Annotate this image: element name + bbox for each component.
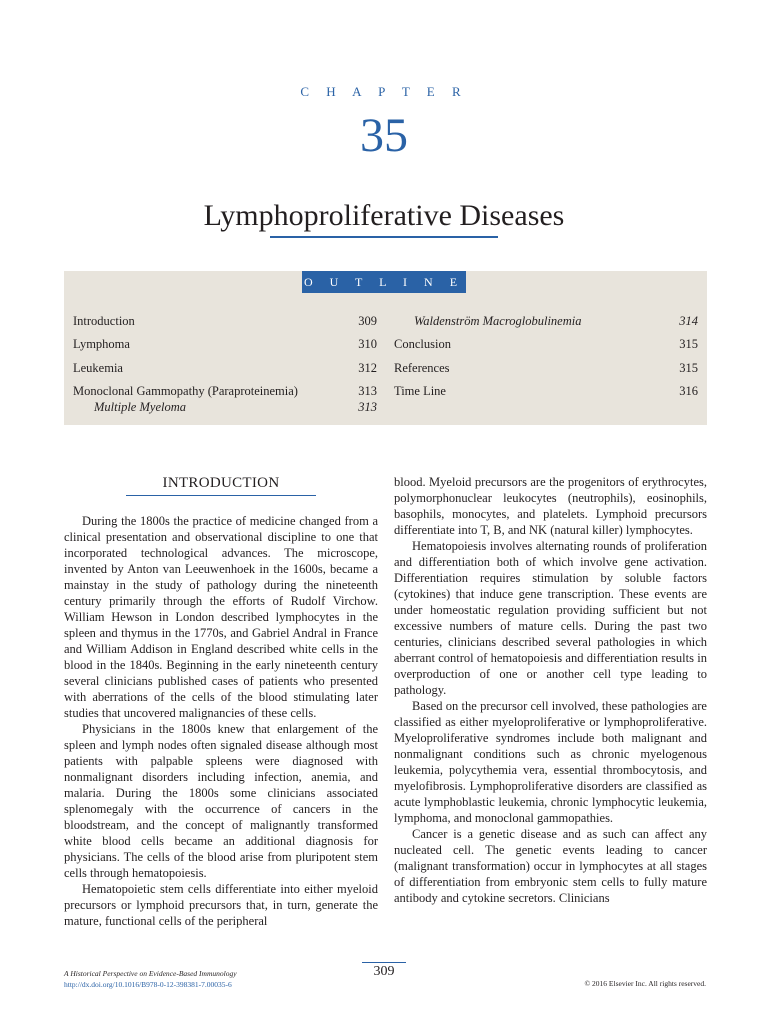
paragraph: blood. Myeloid precursors are the progenitors of erythrocytes, polymorphonuclear leukocytes (neutrophils), eosinophils, basophils, monocytes, and platelets. Lymphoid precursors differentiate into T, B, and NK (natural killer) lymphocytes.	[394, 475, 707, 537]
outline-item-label: Time Line	[394, 384, 446, 398]
footer-copyright: © 2016 Elsevier Inc. All rights reserved.	[584, 979, 706, 988]
chapter-title: Lymphoproliferative Diseases	[203, 199, 565, 232]
outline-item-label: References	[394, 361, 450, 375]
outline-item-page: 315	[679, 337, 698, 351]
page-number: 309	[373, 964, 395, 979]
outline-item-page: 313	[358, 384, 377, 398]
outline-item-page: 309	[358, 314, 377, 328]
section-heading: INTRODUCTION	[162, 475, 280, 491]
outline-item-label: Waldenström Macroglobulinemia	[414, 314, 582, 328]
outline-label: O U T L I N E	[302, 271, 466, 293]
paragraph: Physicians in the 1800s knew that enlargement of the spleen and lymph nodes often signaled disease although most patients with palpable spleens were diagnosed with nonmalignant disorders including infection, anemia, and malaria. During the 1800s some clinicians associated splenomegaly with the occurrence of cancers in the bloodstream, and the concept of malignantly transformed white blood cells became an additional diagnosis for physicians. The cells of the blood arise from pluripotent stem cells through hematopoiesis.	[64, 722, 378, 880]
outline-item-page: 314	[679, 314, 698, 328]
outline-item-label: Introduction	[73, 314, 135, 328]
outline-item-page: 312	[358, 361, 377, 375]
outline-item-label: Lymphoma	[73, 337, 130, 351]
outline-item-page: 316	[679, 384, 698, 398]
body-column-left	[64, 513, 378, 929]
paragraph: Hematopoietic stem cells differentiate into either myeloid precursors or lymphoid precursors that, in turn, generate the mature, functional cells of the peripheral	[64, 882, 378, 928]
footer-doi-link[interactable]: http://dx.doi.org/10.1016/B978-0-12-398381-7.00035-6	[64, 980, 232, 989]
chapter-number: 35	[360, 109, 408, 162]
outline-item-label: Multiple Myeloma	[94, 400, 186, 414]
paragraph: Based on the precursor cell involved, these pathologies are classified as either myeloproliferative or lymphoproliferative. Myeloproliferative syndromes include both malignant and nonmalignant conditions such as chronic myelogenous leukemia, polycythemia vera, essential thrombocytosis, and myelofibrosis. Lymphoproliferative disorders are classified as acute lymphoblastic leukemia, chronic lymphocytic leukemia, lymphoma, and monoclonal gammopathies.	[394, 699, 707, 825]
body-column-right	[394, 474, 707, 906]
section-heading-rule	[126, 495, 316, 496]
paragraph: During the 1800s the practice of medicine changed from a clinical presentation and observational discipline to one that incorporated technological advances. The microscope, invented by Anton van Leeuwenhoek in the 1600s, became a mainstay in the study of pathology during the nineteenth century primarily through the efforts of Rudolf Virchow. William Hewson in London described lymphocytes in the spleen and thymus in the 1770s, and Gabriel Andral in France and William Addison in England described white cells in the blood in the 1840s. Beginning in the early nineteenth century several clinicians published cases of patients who presented with aberrations of the cells of the blood stimulating later studies that uncovered malignancies of these cells.	[64, 514, 378, 720]
outline-item-page: 315	[679, 361, 698, 375]
paragraph: Hematopoiesis involves alternating rounds of proliferation and differentiation both of which involve gene activation. Differentiation requires stimulation by soluble factors (cytokines) that induce gene transcription. These events are under homeostatic regulation providing sufficient but not excessive numbers of mature cells. During the past two centuries, clinicians described several pathologies in which aberrant control of hematopoiesis and differentiation results in overproduction of one or another cell type leading to pathology.	[394, 539, 707, 697]
outline-item-page: 313	[358, 400, 377, 414]
outline-item-page: 310	[358, 337, 377, 351]
title-underline	[270, 236, 498, 238]
outline-item-label: Conclusion	[394, 337, 451, 351]
chapter-label: C H A P T E R	[300, 84, 468, 99]
footer-book-title: A Historical Perspective on Evidence-Based Immunology	[64, 969, 237, 978]
outline-item-label: Monoclonal Gammopathy (Paraproteinemia)	[73, 384, 298, 398]
outline-item-label: Leukemia	[73, 361, 123, 375]
paragraph: Cancer is a genetic disease and as such can affect any nucleated cell. The genetic events leading to cancer (malignant transformation) occur in lymphocytes at all stages of differentiation from embryonic stem cells to fully mature antibody and cytokine secretors. Clinicians	[394, 827, 707, 905]
